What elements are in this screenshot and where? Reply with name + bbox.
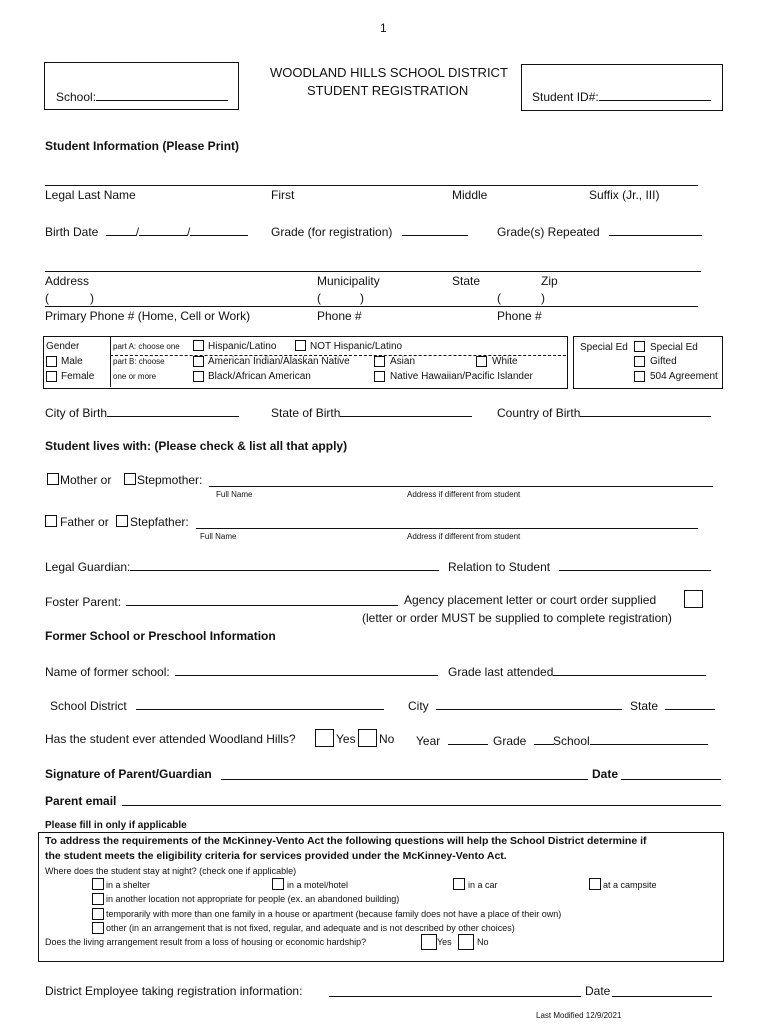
- temporarily-label: temporarily with more than one family in a house or apartment (because family does not have a place of their own): [106, 909, 562, 919]
- phone-area-close-3: ): [541, 291, 545, 305]
- attended-school-line[interactable]: [590, 733, 708, 745]
- year-label: Year: [416, 734, 441, 748]
- grades-repeated-line[interactable]: [609, 224, 702, 236]
- mother-line[interactable]: [209, 486, 713, 487]
- former-city-field[interactable]: [408, 698, 622, 712]
- phone-area-open-1: (: [45, 291, 49, 305]
- hawaiian-checkbox[interactable]: [374, 371, 385, 382]
- school-district-label: School District: [50, 699, 127, 713]
- other-checkbox[interactable]: [92, 922, 104, 934]
- former-school-name-field[interactable]: [45, 664, 438, 678]
- grade-last-field[interactable]: [448, 664, 706, 678]
- hispanic-checkbox[interactable]: [193, 340, 204, 351]
- stepmother-checkbox[interactable]: [124, 473, 136, 485]
- foster-parent-field[interactable]: [45, 594, 398, 608]
- one-or-more-label: one or more: [113, 372, 157, 381]
- shelter-checkbox[interactable]: [92, 878, 104, 890]
- student-id-label: Student ID#:: [532, 90, 599, 104]
- special-ed-checkbox[interactable]: [634, 341, 645, 352]
- former-school-name-label: Name of former school:: [45, 665, 170, 679]
- 504-agreement-checkbox[interactable]: [634, 371, 645, 382]
- country-of-birth-field[interactable]: [497, 405, 711, 419]
- former-city-line[interactable]: [436, 698, 622, 710]
- stepfather-checkbox[interactable]: [116, 515, 128, 527]
- employee-date-label: Date: [585, 984, 611, 998]
- phone-line[interactable]: [45, 306, 698, 307]
- hardship-question: Does the living arrangement result from a loss of housing or economic hardship?: [45, 937, 367, 947]
- special-ed-heading: Special Ed: [580, 342, 628, 353]
- parent-email-line[interactable]: [122, 805, 721, 806]
- legal-last-name-label: Legal Last Name: [45, 188, 136, 202]
- employee-label: District Employee taking registration information:: [45, 984, 303, 998]
- grade-registration-line[interactable]: [402, 224, 468, 236]
- state-of-birth-line[interactable]: [340, 405, 472, 417]
- signature-date-label: Date: [592, 767, 619, 781]
- part-b-label: part B: choose: [113, 357, 165, 366]
- grades-repeated-field[interactable]: [497, 224, 702, 238]
- birth-date-slash-2: /: [187, 225, 191, 239]
- state-of-birth-label: State of Birth: [271, 406, 341, 420]
- birth-date-label: Birth Date: [45, 225, 99, 239]
- name-line[interactable]: [45, 185, 698, 186]
- campsite-label: at a campsite: [603, 880, 657, 890]
- another-location-label: in another location not appropriate for people (ex. an abandoned building): [106, 894, 400, 904]
- page-number: 1: [380, 21, 387, 35]
- middle-name-label: Middle: [452, 188, 488, 202]
- state-of-birth-field[interactable]: [271, 405, 472, 419]
- last-modified: Last Modified 12/9/2021: [536, 1011, 622, 1020]
- asian-label: Asian: [390, 356, 416, 367]
- attended-school-field[interactable]: [553, 733, 708, 747]
- former-state-line[interactable]: [665, 698, 715, 710]
- relation-line[interactable]: [559, 559, 711, 571]
- gender-divider: [110, 336, 111, 387]
- attended-yes-checkbox[interactable]: [315, 729, 334, 747]
- relation-field[interactable]: [448, 559, 711, 573]
- temporarily-checkbox[interactable]: [92, 908, 104, 920]
- black-label: Black/African American: [208, 371, 311, 382]
- city-of-birth-label: City of Birth: [45, 406, 108, 420]
- american-indian-label: American Indian/Alaskan Native: [208, 356, 350, 367]
- year-line[interactable]: [448, 733, 488, 745]
- mckinney-intro-1: To address the requirements of the McKinney-Vento Act the following questions will help the School District determine if: [45, 835, 647, 847]
- signature-label: Signature of Parent/Guardian: [45, 767, 212, 781]
- first-name-label: First: [271, 188, 295, 202]
- not-hispanic-checkbox[interactable]: [295, 340, 306, 351]
- school-district-line[interactable]: [136, 698, 384, 710]
- father-line[interactable]: [196, 528, 698, 529]
- father-full-name-note: Full Name: [200, 532, 237, 541]
- primary-phone-label: Primary Phone # (Home, Cell or Work): [45, 309, 251, 323]
- hardship-yes-label: Yes: [437, 937, 452, 947]
- phone-area-close-2: ): [360, 291, 364, 305]
- student-id-input-line[interactable]: [599, 89, 711, 101]
- school-district-field[interactable]: [50, 698, 384, 712]
- hardship-no-checkbox[interactable]: [458, 934, 474, 950]
- phone-label-3: Phone #: [497, 309, 542, 323]
- fill-note: Please fill in only if applicable: [45, 820, 187, 831]
- stepfather-label: Stepfather:: [130, 515, 189, 529]
- father-label: Father or: [60, 515, 109, 529]
- city-of-birth-line[interactable]: [107, 405, 239, 417]
- attended-no-label: No: [379, 732, 395, 746]
- attended-grade-field[interactable]: [493, 733, 554, 747]
- hardship-yes-checkbox[interactable]: [421, 934, 437, 950]
- municipality-label: Municipality: [317, 274, 380, 288]
- birth-month-line[interactable]: [106, 224, 136, 236]
- letter-note: (letter or order MUST be supplied to complete registration): [362, 611, 672, 625]
- motel-label: in a motel/hotel: [287, 880, 349, 890]
- student-info-title: Student Information (Please Print): [45, 139, 240, 153]
- phone-area-close-1: ): [90, 291, 94, 305]
- phone-area-open-2: (: [317, 291, 321, 305]
- hispanic-label: Hispanic/Latino: [208, 341, 277, 352]
- school-input-line[interactable]: [96, 89, 228, 101]
- address-line[interactable]: [45, 271, 701, 272]
- car-checkbox[interactable]: [453, 878, 465, 890]
- white-checkbox[interactable]: [476, 356, 487, 367]
- district-title: WOODLAND HILLS SCHOOL DISTRICT: [270, 65, 508, 80]
- country-of-birth-label: Country of Birth: [497, 406, 581, 420]
- other-label: other (in an arrangement that is not fixed, regular, and adequate and is not described by other choices): [106, 923, 515, 933]
- attended-yes-label: Yes: [336, 732, 356, 746]
- form-title: STUDENT REGISTRATION: [307, 83, 469, 98]
- employee-date-line[interactable]: [612, 996, 712, 997]
- grade-registration-field[interactable]: [271, 224, 468, 238]
- foster-parent-label: Foster Parent:: [45, 595, 122, 609]
- father-checkbox[interactable]: [45, 515, 57, 527]
- birth-date-field[interactable]: [45, 224, 248, 238]
- country-of-birth-line[interactable]: [580, 405, 711, 417]
- car-label: in a car: [468, 880, 498, 890]
- stepmother-label: Stepmother:: [137, 473, 203, 487]
- mother-label: Mother or: [60, 473, 112, 487]
- mother-full-name-note: Full Name: [216, 490, 253, 499]
- father-address-note: Address if different from student: [407, 532, 521, 541]
- attended-grade-label: Grade: [493, 734, 527, 748]
- another-location-checkbox[interactable]: [92, 893, 104, 905]
- state-label: State: [452, 274, 481, 288]
- black-checkbox[interactable]: [193, 371, 204, 382]
- phone-label-2: Phone #: [317, 309, 362, 323]
- mother-checkbox[interactable]: [47, 473, 59, 485]
- address-label: Address: [45, 274, 90, 288]
- foster-parent-line[interactable]: [126, 594, 398, 606]
- hawaiian-label: Native Hawaiian/Pacific Islander: [390, 371, 533, 382]
- mckinney-intro-2: the student meets the eligibility criteria for services provided under the McKinney-Vento Act.: [45, 850, 507, 862]
- female-label: Female: [61, 371, 95, 382]
- former-state-field[interactable]: [630, 698, 715, 712]
- part-a-label: part A: choose one: [113, 342, 180, 351]
- school-field[interactable]: [56, 89, 228, 103]
- female-checkbox[interactable]: [46, 371, 57, 382]
- gifted-checkbox[interactable]: [634, 356, 645, 367]
- grade-last-label: Grade last attended: [448, 665, 554, 679]
- special-ed-label: Special Ed: [650, 342, 698, 353]
- birth-day-line[interactable]: [139, 224, 187, 236]
- legal-guardian-line[interactable]: [130, 559, 439, 571]
- city-of-birth-field[interactable]: [45, 405, 239, 419]
- attended-school-label: School: [553, 734, 590, 748]
- agency-letter-label: Agency placement letter or court order supplied: [404, 593, 657, 607]
- phone-area-open-3: (: [497, 291, 501, 305]
- 504-agreement-label: 504 Agreement: [650, 371, 718, 382]
- zip-label: Zip: [541, 274, 558, 288]
- not-hispanic-label: NOT Hispanic/Latino: [310, 341, 403, 352]
- signature-line[interactable]: [221, 779, 588, 780]
- hardship-no-label: No: [477, 937, 489, 947]
- parent-email-label: Parent email: [45, 794, 117, 808]
- shelter-label: in a shelter: [106, 880, 151, 890]
- stay-question: Where does the student stay at night? (check one if applicable): [45, 866, 297, 876]
- relation-label: Relation to Student: [448, 560, 551, 574]
- attended-grade-line[interactable]: [534, 733, 554, 745]
- american-indian-checkbox[interactable]: [193, 356, 204, 367]
- lives-with-title: Student lives with: (Please check & list all that apply): [45, 439, 348, 453]
- student-id-field[interactable]: [532, 89, 711, 103]
- former-school-title: Former School or Preschool Information: [45, 629, 276, 643]
- male-checkbox[interactable]: [46, 356, 57, 367]
- signature-date-line[interactable]: [621, 779, 721, 780]
- legal-guardian-field[interactable]: [45, 559, 439, 573]
- former-state-label: State: [630, 699, 659, 713]
- gender-label: Gender: [46, 341, 80, 352]
- former-city-label: City: [408, 699, 429, 713]
- grade-registration-label: Grade (for registration): [271, 225, 393, 239]
- year-field[interactable]: [416, 733, 488, 747]
- legal-guardian-label: Legal Guardian:: [45, 560, 131, 574]
- campsite-checkbox[interactable]: [589, 878, 601, 890]
- grade-last-line[interactable]: [553, 664, 706, 676]
- birth-date-slash: /: [135, 225, 140, 239]
- suffix-label: Suffix (Jr., III): [589, 188, 660, 202]
- grades-repeated-label: Grade(s) Repeated: [497, 225, 600, 239]
- former-school-name-line[interactable]: [175, 664, 438, 676]
- employee-line[interactable]: [329, 996, 581, 997]
- motel-checkbox[interactable]: [272, 878, 284, 890]
- mother-address-note: Address if different from student: [407, 490, 521, 499]
- school-label: School:: [56, 90, 97, 104]
- gifted-label: Gifted: [650, 356, 677, 367]
- agency-letter-checkbox[interactable]: [684, 590, 703, 608]
- asian-checkbox[interactable]: [374, 356, 385, 367]
- attended-question: Has the student ever attended Woodland Hills?: [45, 732, 296, 746]
- white-label: White: [492, 356, 518, 367]
- birth-year-line[interactable]: [190, 224, 248, 236]
- male-label: Male: [61, 356, 83, 367]
- attended-no-checkbox[interactable]: [358, 729, 377, 747]
